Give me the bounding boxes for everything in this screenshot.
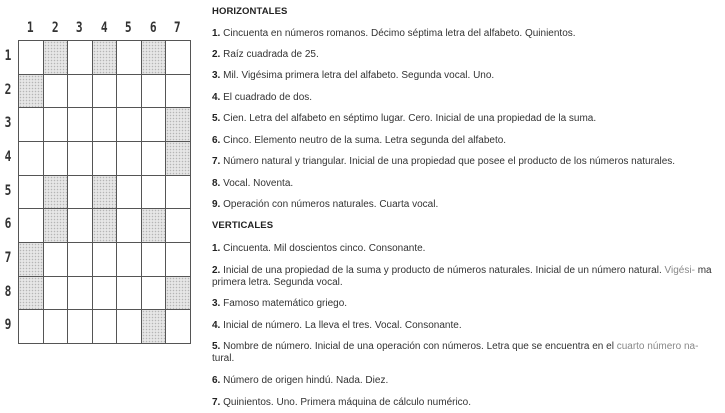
grid-cell[interactable] <box>18 208 43 242</box>
row-numbers <box>0 40 16 343</box>
grid-cell-shaded <box>141 309 166 343</box>
clue-number: 1. <box>212 243 221 254</box>
clue-text: Famoso matemático griego. <box>223 298 348 309</box>
horizontal-clue <box>212 49 717 61</box>
clue-text: Número natural y triangular. Inicial de una propiedad que posee el producto de los números naturales. <box>223 156 676 167</box>
clue-text: Inicial de número. La lleva el tres. Vocal. Consonante. <box>223 320 462 331</box>
grid-cell[interactable] <box>116 74 141 108</box>
clue-number: 4. <box>212 320 221 331</box>
clue-text-faded: Vigési- <box>661 265 695 276</box>
grid-cell[interactable] <box>67 242 92 276</box>
grid-cell[interactable] <box>165 74 190 108</box>
clue-text: Raíz cuadrada de 25. <box>223 49 319 60</box>
grid-cell[interactable] <box>18 175 43 209</box>
grid-cell-shaded <box>92 40 117 74</box>
grid-cell[interactable] <box>116 175 141 209</box>
grid-cell[interactable] <box>67 40 92 74</box>
clue-text: Cincuenta. Mil doscientos cinco. Consonante. <box>223 243 426 254</box>
grid-cell[interactable] <box>43 242 68 276</box>
clue-number: 2. <box>212 265 221 276</box>
grid-cell[interactable] <box>116 276 141 310</box>
grid-cell[interactable] <box>67 309 92 343</box>
clue-text: Cincuenta en números romanos. Décimo séptima letra del alfabeto. Quinientos. <box>223 28 576 39</box>
grid-cell[interactable] <box>92 107 117 141</box>
grid-cell-shaded <box>92 175 117 209</box>
clue-text: Nombre de número. Inicial de una operación con números. Letra que se encuentra en el <box>223 341 614 352</box>
crossword-puzzle <box>0 0 200 413</box>
row-number: 5 <box>4 182 12 199</box>
horizontal-clue <box>212 135 717 147</box>
grid-cell[interactable] <box>141 276 166 310</box>
grid-cell-shaded <box>43 175 68 209</box>
clue-text-continued: ma primera letra. Segunda vocal. <box>212 265 712 288</box>
clue-text: El cuadrado de dos. <box>223 92 313 103</box>
vertical-clue <box>212 243 717 255</box>
column-numbers <box>18 20 190 38</box>
grid-cell[interactable] <box>43 276 68 310</box>
row-number: 8 <box>4 283 12 300</box>
clue-number: 4. <box>212 92 221 103</box>
column-number: 3 <box>76 20 83 36</box>
grid-cell[interactable] <box>18 141 43 175</box>
clue-number: 5. <box>212 113 221 124</box>
clue-number: 6. <box>212 375 221 386</box>
row-number: 6 <box>4 216 12 233</box>
vertical-clue <box>212 341 717 365</box>
clue-number: 2. <box>212 49 221 60</box>
clue-number: 3. <box>212 70 221 81</box>
column-number: 6 <box>149 20 157 36</box>
grid-cell-shaded <box>43 208 68 242</box>
grid-cell[interactable] <box>18 309 43 343</box>
grid-cell[interactable] <box>116 208 141 242</box>
horizontal-clue <box>212 156 717 168</box>
clue-number: 7. <box>212 397 221 408</box>
grid-cell[interactable] <box>116 40 141 74</box>
grid-cell[interactable] <box>141 242 166 276</box>
grid-cell[interactable] <box>67 107 92 141</box>
grid-cell[interactable] <box>92 242 117 276</box>
grid-cell[interactable] <box>67 175 92 209</box>
row-number: 9 <box>4 317 12 334</box>
grid-cell[interactable] <box>116 309 141 343</box>
horizontal-clue <box>212 113 717 125</box>
row-number: 1 <box>4 48 12 64</box>
grid-cell[interactable] <box>43 141 68 175</box>
clue-text: Quinientos. Uno. Primera máquina de cálculo numérico. <box>223 397 472 408</box>
column-number: 7 <box>174 20 182 36</box>
row-number: 7 <box>4 249 12 266</box>
clue-text: Cinco. Elemento neutro de la suma. Letra segunda del alfabeto. <box>223 135 507 146</box>
clue-number: 6. <box>212 135 221 146</box>
vertical-clue <box>212 320 717 332</box>
clue-number: 8. <box>212 178 221 189</box>
horizontal-clue <box>212 28 717 40</box>
grid-cell[interactable] <box>43 74 68 108</box>
grid-cell-shaded <box>165 107 190 141</box>
horizontal-clue <box>212 92 717 104</box>
row-number: 3 <box>4 115 12 132</box>
grid-cell[interactable] <box>18 40 43 74</box>
grid-cell[interactable] <box>92 309 117 343</box>
clue-text: Mil. Vigésima primera letra del alfabeto. Segunda vocal. Uno. <box>223 70 495 81</box>
verticales-heading: VERTICALES <box>212 220 274 231</box>
column-number: 4 <box>100 20 108 36</box>
clue-text-faded: cuarto número na- <box>613 341 699 352</box>
clue-text: Cien. Letra del alfabeto en séptimo lugar. Cero. Inicial de una propiedad de la suma. <box>223 113 597 124</box>
horizontales-heading: HORIZONTALES <box>212 6 288 17</box>
horizontal-clue <box>212 178 717 190</box>
grid-cell-shaded <box>18 74 43 108</box>
clue-number: 9. <box>212 199 221 210</box>
grid-cell[interactable] <box>165 242 190 276</box>
grid-cell[interactable] <box>141 141 166 175</box>
column-number: 5 <box>125 20 132 36</box>
grid-cell[interactable] <box>116 242 141 276</box>
grid-cell[interactable] <box>43 309 68 343</box>
clue-text: Inicial de una propiedad de la suma y producto de números naturales. Inicial de un número natural. <box>223 265 662 276</box>
grid-cell-shaded <box>18 276 43 310</box>
row-number: 4 <box>4 148 12 165</box>
grid-cell[interactable] <box>141 175 166 209</box>
clue-text: Número de origen hindú. Nada. Diez. <box>223 375 389 386</box>
grid-cell[interactable] <box>141 74 166 108</box>
grid-cell[interactable] <box>67 208 92 242</box>
grid-cell-shaded <box>165 276 190 310</box>
grid-cell-shaded <box>18 242 43 276</box>
grid-cell-shaded <box>92 208 117 242</box>
clue-number: 5. <box>212 341 221 352</box>
grid-cell[interactable] <box>92 141 117 175</box>
crossword-grid <box>18 40 191 344</box>
grid-cell[interactable] <box>116 107 141 141</box>
row-number: 2 <box>4 81 12 98</box>
grid-cell[interactable] <box>67 74 92 108</box>
grid-cell[interactable] <box>165 40 190 74</box>
horizontal-clue <box>212 199 717 211</box>
grid-cell[interactable] <box>116 141 141 175</box>
clue-text: Vocal. Noventa. <box>223 178 294 189</box>
column-number: 1 <box>26 20 34 36</box>
clue-text: Operación con números naturales. Cuarta vocal. <box>223 199 439 210</box>
grid-cell[interactable] <box>67 276 92 310</box>
grid-cell-shaded <box>165 141 190 175</box>
vertical-clue <box>212 298 717 310</box>
column-number: 2 <box>51 20 59 36</box>
vertical-clue <box>212 397 717 409</box>
grid-cell-shaded <box>43 40 68 74</box>
clue-number: 7. <box>212 156 221 167</box>
horizontal-clue <box>212 70 717 82</box>
grid-cell[interactable] <box>43 107 68 141</box>
grid-cell[interactable] <box>92 74 117 108</box>
vertical-clue <box>212 265 717 289</box>
grid-cell-shaded <box>141 208 166 242</box>
grid-cell[interactable] <box>165 208 190 242</box>
grid-cell[interactable] <box>92 276 117 310</box>
clue-text-continued: tural. <box>212 353 235 364</box>
grid-cell[interactable] <box>141 107 166 141</box>
clues-panel <box>212 0 722 413</box>
vertical-clue <box>212 375 717 387</box>
grid-cell[interactable] <box>165 309 190 343</box>
clue-number: 1. <box>212 28 221 39</box>
grid-cell[interactable] <box>67 141 92 175</box>
grid-cell-shaded <box>141 40 166 74</box>
grid-cell[interactable] <box>165 175 190 209</box>
clue-number: 3. <box>212 298 221 309</box>
grid-cell[interactable] <box>18 107 43 141</box>
